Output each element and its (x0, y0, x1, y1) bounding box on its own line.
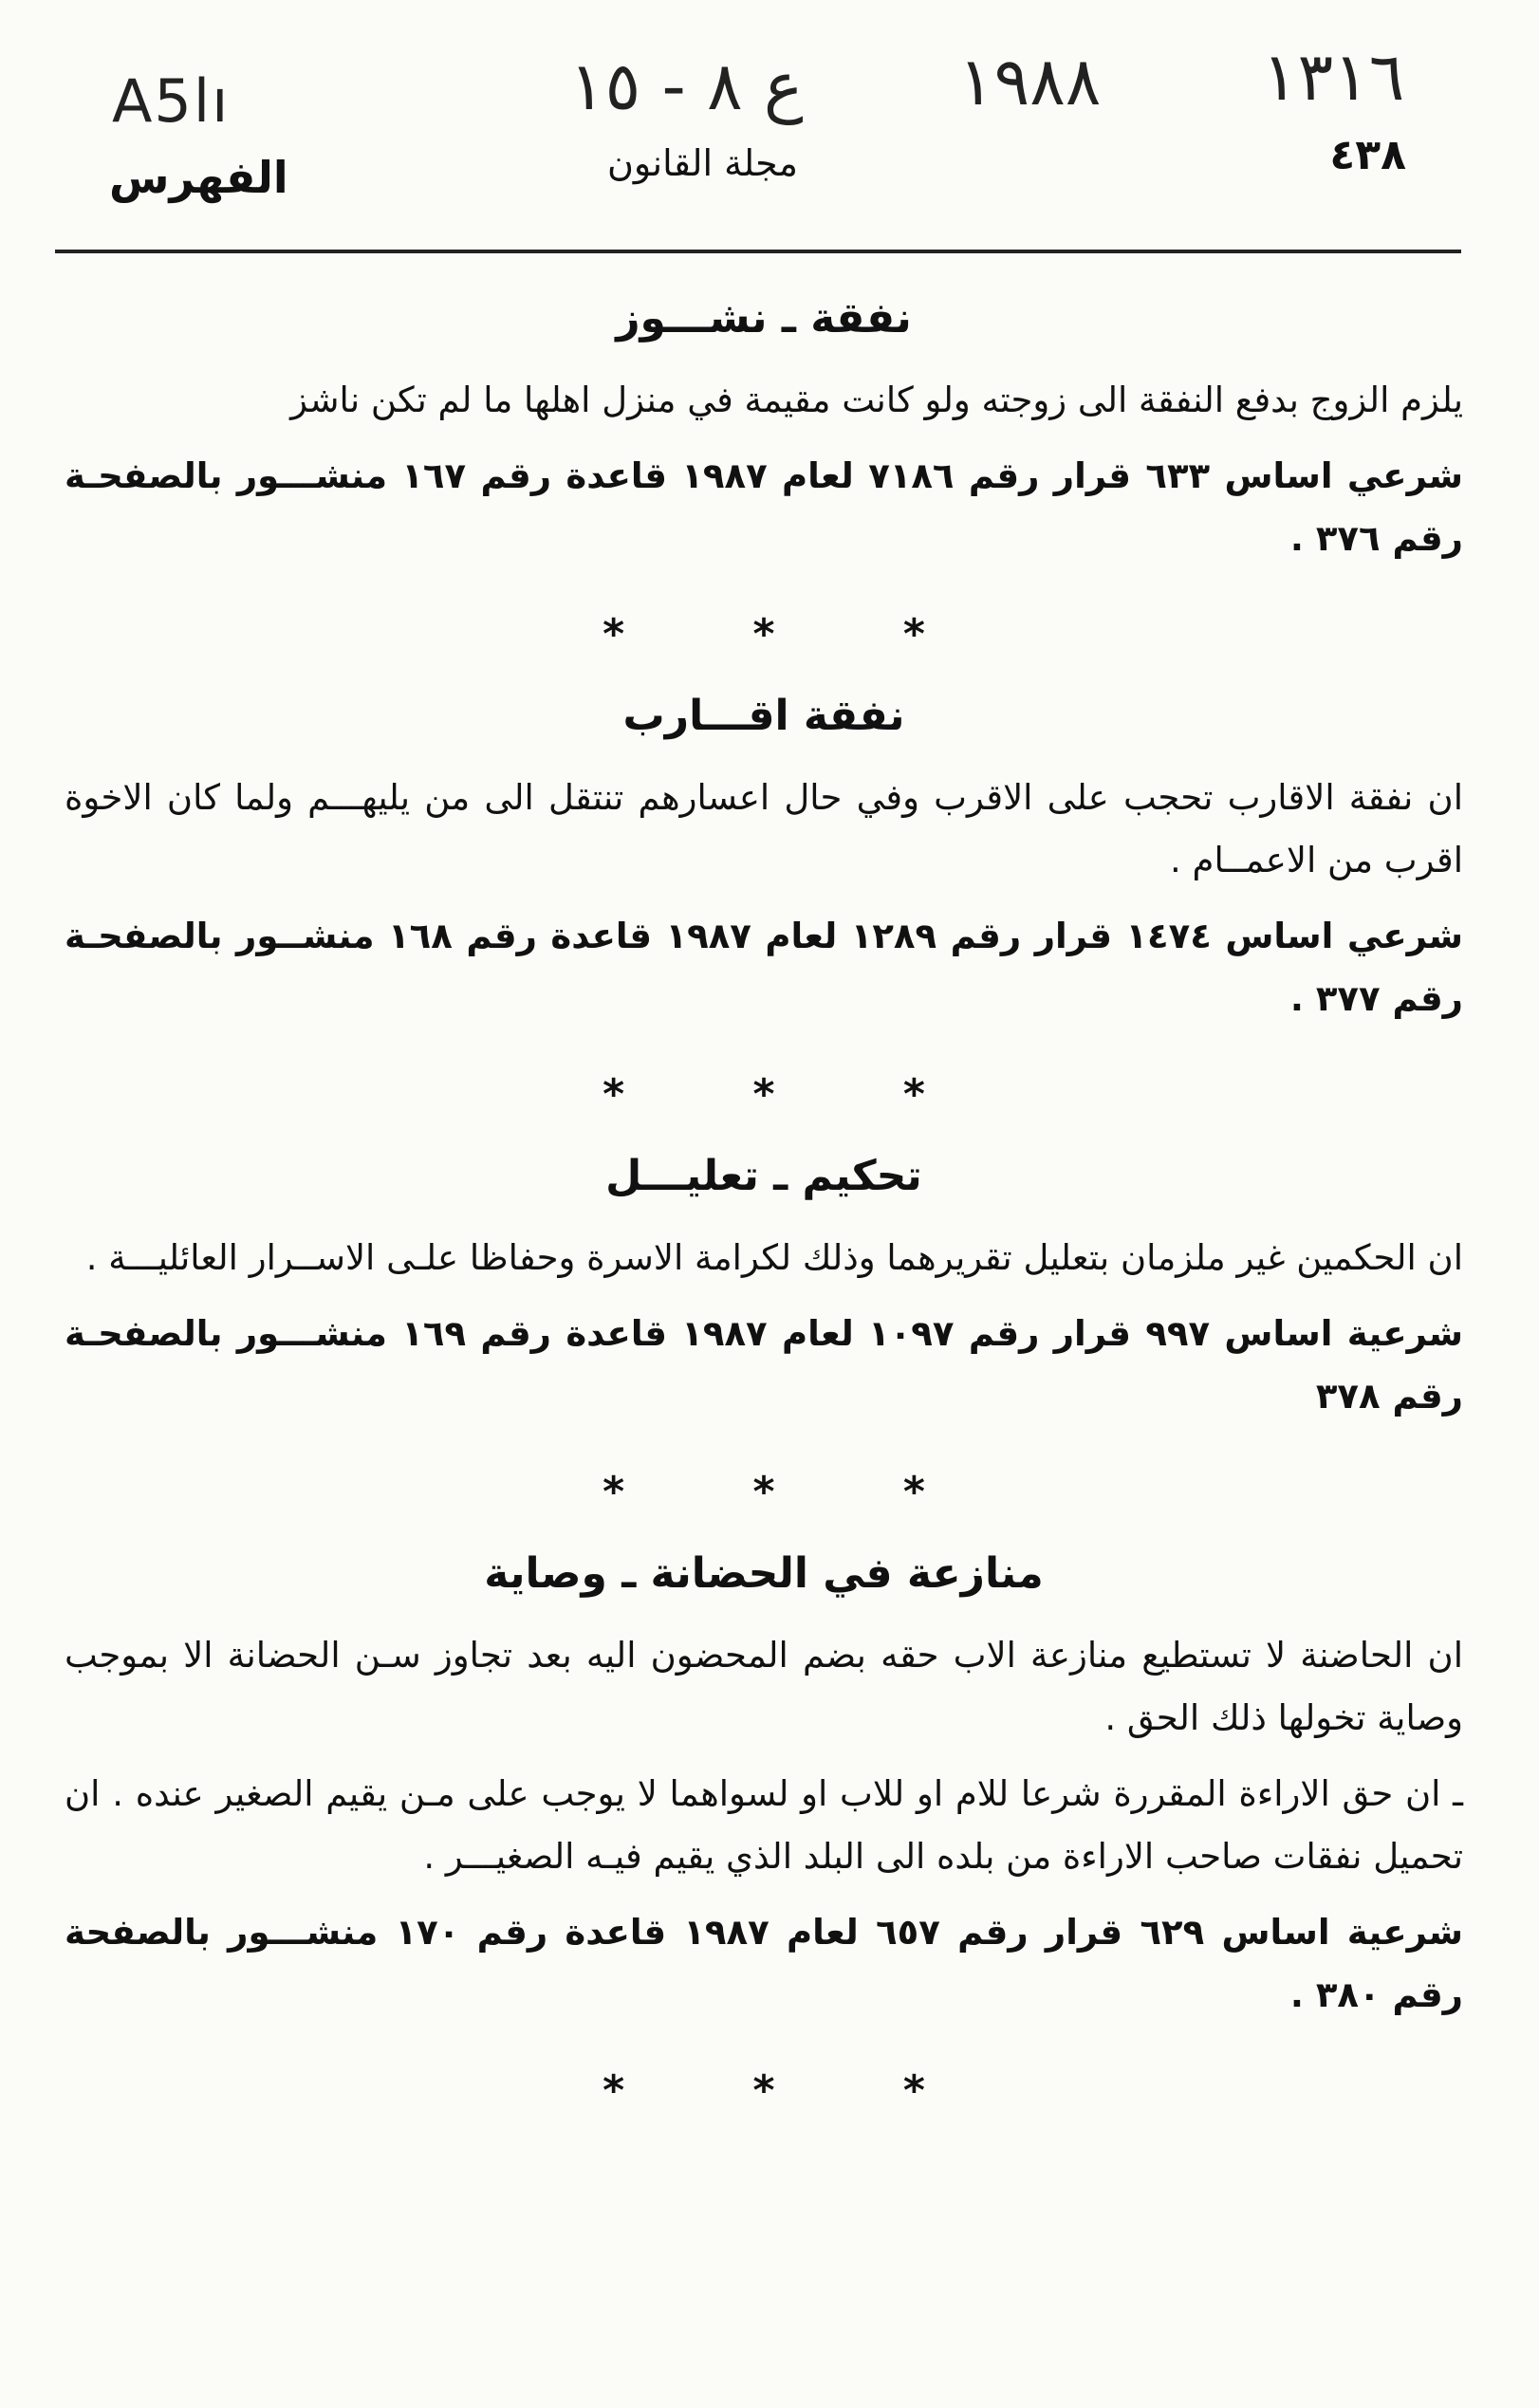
header-rule (55, 250, 1461, 253)
section-nafaqa-aqarib (65, 692, 1463, 1030)
section-paragraph: ان نفقة الاقارب تحجب على الاقرب وفي حال اعسارهم تنتقل الى من يليهـــم ولما كان الاخوة اقرب من الاعمــام . (65, 777, 1463, 880)
section-paragraph: ان الحكمين غير ملزمان بتعليل تقريرهما وذلك لكرامة الاسرة وحفاظا علـى الاســرار العائليـــة . (85, 1237, 1463, 1278)
section-paragraph: ان الحاضنة لا تستطيع منازعة الاب حقه بضم المحضون اليه بعد تجاوز سـن الحضانة الا بموجب وصاية تخولها ذلك الحق . (65, 1635, 1463, 1738)
page-content (65, 285, 1463, 2137)
section-reference: شرعية اساس ٩٩٧ قرار رقم ١٠٩٧ لعام ١٩٨٧ قاعدة رقم ١٦٩ منشـــور بالصفحـة رقم ٣٧٨ (65, 1313, 1464, 1417)
separator-stars: * * * (603, 610, 982, 658)
section-title: تحكيم ـ تعليـــل (605, 1152, 922, 1200)
section-reference: شرعي اساس ٦٣٣ قرار رقم ٧١٨٦ لعام ١٩٨٧ قاعدة رقم ١٦٧ منشـــور بالصفحـة رقم ٣٧٦ . (65, 455, 1463, 559)
section-paragraph: ـ ان حق الاراءة المقررة شرعا للام او للاب او لسواهما لا يوجب على مـن يقيم الصغير عنده . ان تحميل نفقات صاحب الاراءة من بلده الى البلد الذي يقيم فيـه الصغيـــر . (65, 1773, 1463, 1877)
handwritten-mark-top-left: A5lı (112, 66, 231, 136)
section-title: نفقة ـ نشـــوز (616, 294, 912, 343)
separator-stars: * * * (603, 2066, 982, 2115)
handwritten-code: ع ٨ - ١٥ (569, 47, 804, 125)
page-number: ٤٣٨ (1329, 131, 1406, 179)
section-reference: شرعي اساس ١٤٧٤ قرار رقم ١٢٨٩ لعام ١٩٨٧ قاعدة رقم ١٦٨ منشــور بالصفحـة رقم ٣٧٧ . (65, 916, 1464, 1019)
separator-stars: * * * (603, 1070, 982, 1119)
handwritten-number: ١٣١٦ (1262, 38, 1405, 116)
running-header-journal: مجلة القانون (607, 142, 798, 184)
section-nafaqa-nushuz (65, 294, 1463, 570)
running-header-index: الفهرس (109, 152, 288, 203)
section-reference: شرعية اساس ٦٢٩ قرار رقم ٦٥٧ لعام ١٩٨٧ قاعدة رقم ١٧٠ منشـــور بالصفحة رقم ٣٨٠ . (65, 1912, 1464, 2015)
section-title: نفقة اقـــارب (622, 692, 905, 740)
separator-stars: * * * (603, 1468, 982, 1516)
section-paragraph: يلزم الزوج بدفع النفقة الى زوجته ولو كانت مقيمة في منزل اهلها ما لم تكن ناشز (290, 380, 1463, 420)
section-title: منازعة في الحضانة ـ وصاية (484, 1549, 1044, 1598)
section-hadana-wasaya (65, 1549, 1463, 2027)
section-tahkim-talil (65, 1152, 1463, 1428)
handwritten-year: ١٩٨٨ (958, 43, 1102, 120)
